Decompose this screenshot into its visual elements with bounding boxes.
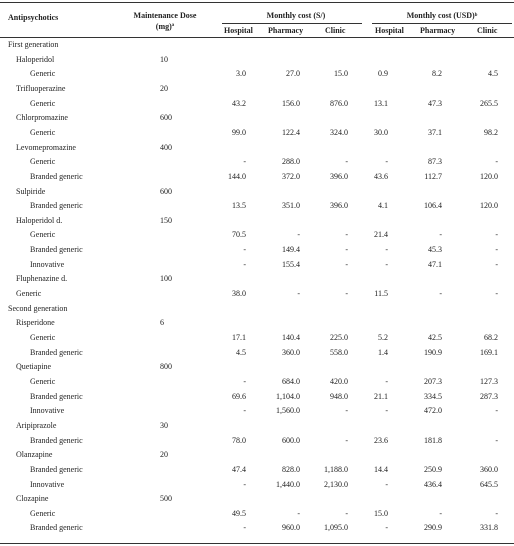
group-label: Second generation — [8, 303, 68, 313]
maintenance-dose-value: 10 — [160, 54, 168, 64]
header-monthly-cost-soles: Monthly cost (S/) — [266, 11, 326, 20]
formulation-label: Generic — [30, 127, 56, 137]
cost-value: 21.1 — [374, 391, 388, 401]
group2-rule — [372, 23, 512, 24]
formulation-label: Generic — [30, 157, 56, 167]
cost-value: 396.0 — [330, 171, 348, 181]
maintenance-dose-value: 6 — [160, 318, 164, 328]
cost-value: 331.8 — [480, 523, 498, 533]
cost-value: 42.5 — [428, 333, 442, 342]
cost-value: - — [495, 259, 498, 269]
cost-value: 288.0 — [282, 157, 300, 167]
cost-value: 436.4 — [424, 479, 442, 489]
subheader-pharmacy-usd: Pharmacy — [420, 26, 456, 35]
cost-value: 1,440.0 — [276, 479, 300, 489]
cost-value: 149.4 — [282, 245, 300, 255]
cost-value: 30.0 — [374, 127, 388, 137]
cost-value: - — [385, 259, 388, 269]
cost-value: - — [345, 289, 348, 299]
cost-value: 47.1 — [428, 259, 442, 269]
cost-value: - — [243, 376, 246, 386]
formulation-label: Branded generic — [30, 201, 83, 211]
cost-value: 17.1 — [232, 333, 246, 342]
formulation-label: Generic — [30, 376, 56, 386]
formulation-label: Generic — [30, 98, 56, 108]
cost-value: 43.6 — [374, 171, 388, 181]
cost-value: 98.2 — [484, 127, 498, 137]
group1-rule — [222, 23, 362, 24]
cost-value: 4.5 — [488, 69, 498, 79]
formulation-label: Innovative — [30, 479, 65, 489]
cost-value: 13.1 — [374, 98, 388, 108]
cost-value: 23.6 — [374, 435, 388, 445]
formulation-label: Branded generic — [30, 171, 83, 181]
formulation-label: Innovative — [30, 406, 65, 416]
formulation-label: Branded generic — [30, 464, 83, 474]
cost-value: 69.6 — [232, 391, 246, 401]
maintenance-dose-value: 20 — [160, 450, 168, 460]
cost-value: 290.9 — [424, 523, 442, 533]
cost-value: 99.0 — [232, 127, 246, 137]
cost-value: - — [243, 245, 246, 255]
cost-value: 4.5 — [236, 347, 246, 357]
drug-name: Sulpiride — [16, 186, 46, 196]
drug-name: Trifluoperazine — [16, 83, 66, 93]
maintenance-dose-value: 20 — [160, 83, 168, 93]
cost-value: 45.3 — [428, 245, 442, 255]
maintenance-dose-value: 150 — [160, 215, 172, 225]
subheader-hospital-usd: Hospital — [375, 26, 404, 35]
cost-value: - — [495, 508, 498, 518]
cost-value: 122.4 — [282, 127, 300, 137]
formulation-label: Branded generic — [30, 523, 83, 533]
formulation-label: Branded generic — [30, 347, 83, 357]
formulation-label: Branded generic — [30, 435, 83, 445]
cost-value: - — [345, 435, 348, 445]
cost-value: - — [297, 289, 300, 299]
cost-value: 287.3 — [480, 391, 498, 401]
drug-name: Levomepromazine — [16, 142, 76, 152]
drug-name: Fluphenazine d. — [16, 274, 68, 284]
formulation-label: Generic — [30, 333, 56, 342]
cost-value: 11.5 — [374, 289, 388, 299]
cost-value: 372.0 — [282, 171, 300, 181]
header-maintenance-dose: Maintenance Dose — [133, 11, 197, 20]
drug-name: Aripiprazole — [16, 420, 57, 430]
group-label: First generation — [8, 40, 59, 49]
maintenance-dose-value: 30 — [160, 420, 168, 430]
cost-value: 334.5 — [424, 391, 442, 401]
cost-value: - — [385, 406, 388, 416]
cost-value: 1,560.0 — [276, 406, 300, 416]
cost-value: - — [243, 157, 246, 167]
cost-value: 8.2 — [432, 69, 442, 79]
drug-name: Clozapine — [16, 494, 49, 504]
drug-name: Haloperidol d. — [16, 215, 63, 225]
cost-value: 156.0 — [282, 98, 300, 108]
cost-value: 265.5 — [480, 98, 498, 108]
cost-value: - — [495, 245, 498, 255]
cost-value: 140.4 — [282, 333, 300, 342]
cost-value: - — [439, 230, 442, 240]
header-antipsychotics: Antipsychotics — [8, 13, 59, 22]
header-bottom-rule — [0, 37, 514, 38]
cost-value: 558.0 — [330, 347, 348, 357]
cost-value: - — [345, 259, 348, 269]
cost-value: 13.5 — [232, 201, 246, 211]
cost-value: 190.9 — [424, 347, 442, 357]
cost-value: 120.0 — [480, 201, 498, 211]
cost-value: 1,188.0 — [324, 464, 348, 474]
cost-value: 828.0 — [282, 464, 300, 474]
cost-value: 472.0 — [424, 406, 442, 416]
table-bottom-rule — [0, 543, 514, 544]
table-top-rule — [0, 2, 514, 3]
cost-value: 4.1 — [378, 201, 388, 211]
cost-value: - — [495, 289, 498, 299]
cost-value: 70.5 — [232, 230, 246, 240]
cost-value: 169.1 — [480, 347, 498, 357]
drug-name: Quetiapine — [16, 362, 52, 372]
cost-value: 207.3 — [424, 376, 442, 386]
cost-value: - — [345, 157, 348, 167]
cost-value: 360.0 — [480, 464, 498, 474]
cost-value: 47.3 — [428, 98, 442, 108]
drug-name: Haloperidol — [16, 54, 55, 64]
cost-value: - — [385, 245, 388, 255]
cost-value: 3.0 — [236, 69, 246, 79]
cost-value: 250.9 — [424, 464, 442, 474]
cost-value: 155.4 — [282, 259, 300, 269]
cost-value: 127.3 — [480, 376, 498, 386]
cost-value: 876.0 — [330, 98, 348, 108]
cost-value: 948.0 — [330, 391, 348, 401]
maintenance-dose-value: 800 — [160, 362, 172, 372]
cost-value: - — [495, 435, 498, 445]
formulation-label: Generic — [30, 69, 56, 79]
cost-value: - — [385, 479, 388, 489]
cost-value: 1,095.0 — [324, 523, 348, 533]
cost-value: 600.0 — [282, 435, 300, 445]
cost-value: 15.0 — [334, 69, 348, 79]
cost-value: 106.4 — [424, 201, 442, 211]
cost-value: - — [297, 230, 300, 240]
formulation-label: Generic — [30, 230, 56, 240]
cost-value: 144.0 — [228, 171, 246, 181]
cost-value: 120.0 — [480, 171, 498, 181]
formulation-label: Generic — [30, 508, 56, 518]
cost-value: - — [495, 230, 498, 240]
cost-value: - — [297, 508, 300, 518]
cost-value: 68.2 — [484, 333, 498, 342]
maintenance-dose-value: 600 — [160, 113, 172, 123]
cost-value: 112.7 — [424, 171, 442, 181]
cost-value: 181.8 — [424, 435, 442, 445]
maintenance-dose-value: 600 — [160, 186, 172, 196]
cost-value: 78.0 — [232, 435, 246, 445]
cost-value: 1.4 — [378, 347, 388, 357]
cost-value: 0.9 — [378, 69, 388, 79]
formulation-label: Branded generic — [30, 391, 83, 401]
cost-value: - — [439, 508, 442, 518]
subheader-clinic: Clinic — [325, 26, 346, 35]
cost-value: 960.0 — [282, 523, 300, 533]
drug-name: Risperidone — [16, 318, 55, 328]
cost-value: 47.4 — [232, 464, 246, 474]
drug-name: Generic — [16, 289, 42, 299]
cost-value: 49.5 — [232, 508, 246, 518]
header-monthly-cost-usd: Monthly cost (USD)ᵇ — [406, 11, 478, 20]
cost-value: - — [439, 289, 442, 299]
cost-value: - — [385, 157, 388, 167]
formulation-label: Branded generic — [30, 245, 83, 255]
drug-name: Olanzapine — [16, 450, 53, 460]
cost-value: 225.0 — [330, 333, 348, 342]
maintenance-dose-value: 400 — [160, 142, 172, 152]
drug-name: Chlorpromazine — [16, 113, 68, 123]
cost-value: 360.0 — [282, 347, 300, 357]
cost-value: 38.0 — [232, 289, 246, 299]
cost-value: 351.0 — [282, 201, 300, 211]
cost-value: 420.0 — [330, 376, 348, 386]
cost-value: - — [495, 157, 498, 167]
cost-value: 37.1 — [428, 127, 442, 137]
cost-value: 2,130.0 — [324, 479, 348, 489]
cost-value: - — [345, 508, 348, 518]
cost-value: - — [345, 406, 348, 416]
cost-value: 43.2 — [232, 98, 246, 108]
cost-value: 87.3 — [428, 157, 442, 167]
cost-value: - — [345, 230, 348, 240]
cost-value: 15.0 — [374, 508, 388, 518]
cost-value: 324.0 — [330, 127, 348, 137]
cost-value: - — [243, 406, 246, 416]
cost-value: 21.4 — [374, 230, 388, 240]
cost-value: - — [243, 259, 246, 269]
header-dose-unit: (mg)ª — [155, 22, 175, 31]
cost-value: - — [385, 523, 388, 533]
cost-value: 14.4 — [374, 464, 388, 474]
cost-value: 684.0 — [282, 376, 300, 386]
cost-value: 645.5 — [480, 479, 498, 489]
subheader-hospital: Hospital — [224, 26, 253, 35]
formulation-label: Innovative — [30, 259, 65, 269]
cost-value: - — [495, 406, 498, 416]
cost-value: - — [243, 479, 246, 489]
maintenance-dose-value: 500 — [160, 494, 172, 504]
subheader-pharmacy: Pharmacy — [268, 26, 304, 35]
cost-value: - — [345, 245, 348, 255]
maintenance-dose-value: 100 — [160, 274, 172, 284]
cost-value: 1,104.0 — [276, 391, 300, 401]
cost-value: 396.0 — [330, 201, 348, 211]
subheader-clinic-usd: Clinic — [477, 26, 498, 35]
cost-value: 5.2 — [378, 333, 388, 342]
cost-value: 27.0 — [286, 69, 300, 79]
cost-value: - — [385, 376, 388, 386]
cost-value: - — [243, 523, 246, 533]
